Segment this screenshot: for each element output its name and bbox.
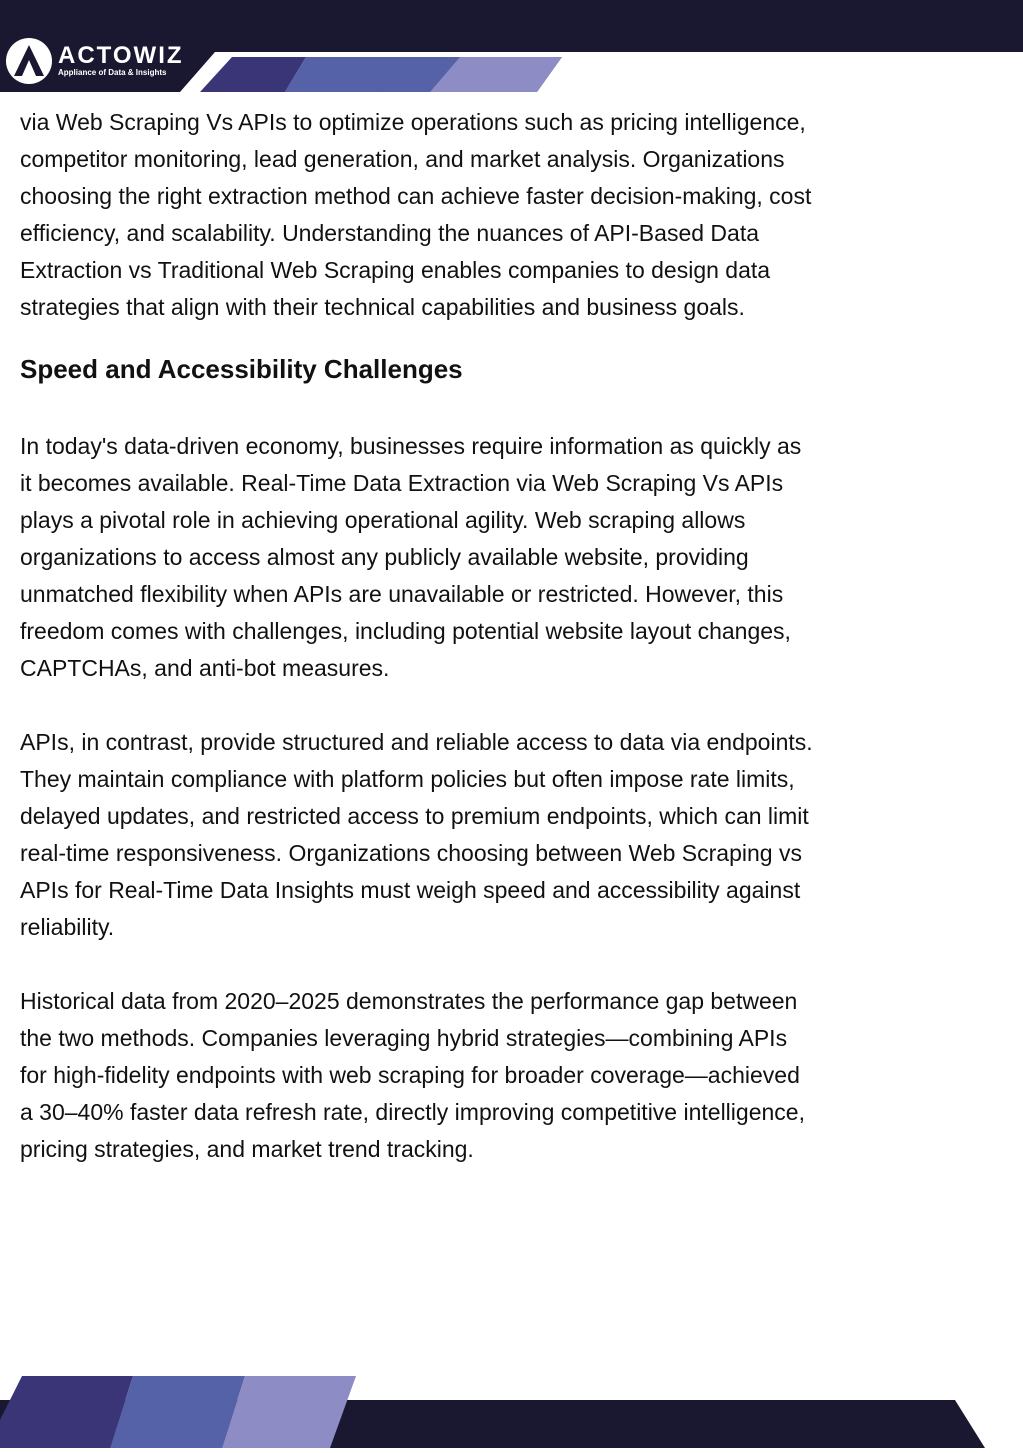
text-line: via Web Scraping Vs APIs to optimize operations such as pricing intelligence, bbox=[20, 109, 806, 135]
text-line: competitor monitoring, lead generation, and market analysis. Organizations bbox=[20, 146, 785, 172]
paragraph-2 bbox=[20, 724, 1010, 946]
intro-paragraph bbox=[20, 104, 1010, 326]
text-line: delayed updates, and restricted access to premium endpoints, which can limit bbox=[20, 803, 809, 829]
text-line: unmatched flexibility when APIs are unavailable or restricted. However, this bbox=[20, 581, 784, 607]
brand-tagline: Appliance of Data & Insights bbox=[58, 68, 167, 77]
text-line: strategies that align with their technical capabilities and business goals. bbox=[20, 294, 745, 320]
text-line: efficiency, and scalability. Understanding the nuances of API-Based Data bbox=[20, 220, 759, 246]
text-line: Historical data from 2020–2025 demonstrates the performance gap between bbox=[20, 988, 798, 1014]
paragraph-1 bbox=[20, 428, 1010, 687]
actowiz-logo bbox=[6, 38, 184, 84]
text-line: organizations to access almost any publicly available website, providing bbox=[20, 544, 749, 570]
logo-a-icon bbox=[6, 38, 52, 84]
text-line: reliability. bbox=[20, 914, 115, 940]
footer-banner-graphic bbox=[0, 1360, 1023, 1448]
brand-name: ACTOWIZ bbox=[58, 42, 184, 69]
page-header bbox=[0, 0, 1023, 100]
section-heading: Speed and Accessibility Challenges bbox=[20, 354, 463, 384]
text-line: a 30–40% faster data refresh rate, directly improving competitive intelligence, bbox=[20, 1099, 805, 1125]
text-line: pricing strategies, and market trend tracking. bbox=[20, 1136, 474, 1162]
text-line: it becomes available. Real-Time Data Extraction via Web Scraping Vs APIs bbox=[20, 470, 784, 496]
text-line: plays a pivotal role in achieving operational agility. Web scraping allows bbox=[20, 507, 746, 533]
text-line: APIs for Real-Time Data Insights must weigh speed and accessibility against bbox=[20, 877, 801, 903]
text-line: real-time responsiveness. Organizations choosing between Web Scraping vs bbox=[20, 840, 802, 866]
text-line: freedom comes with challenges, including potential website layout changes, bbox=[20, 618, 791, 644]
text-line: CAPTCHAs, and anti-bot measures. bbox=[20, 655, 390, 681]
text-line: In today's data-driven economy, businesses require information as quickly as bbox=[20, 433, 802, 459]
paragraph-3 bbox=[20, 983, 1010, 1168]
text-line: APIs, in contrast, provide structured and reliable access to data via endpoints. bbox=[20, 729, 813, 755]
page-footer bbox=[0, 1360, 1023, 1448]
text-line: the two methods. Companies leveraging hybrid strategies—combining APIs bbox=[20, 1025, 788, 1051]
text-line: choosing the right extraction method can achieve faster decision-making, cost bbox=[20, 183, 812, 209]
text-line: Extraction vs Traditional Web Scraping enables companies to design data bbox=[20, 257, 771, 283]
document-body bbox=[20, 104, 1010, 1168]
text-line: They maintain compliance with platform policies but often impose rate limits, bbox=[20, 766, 795, 792]
text-line: for high-fidelity endpoints with web scraping for broader coverage—achieved bbox=[20, 1062, 800, 1088]
